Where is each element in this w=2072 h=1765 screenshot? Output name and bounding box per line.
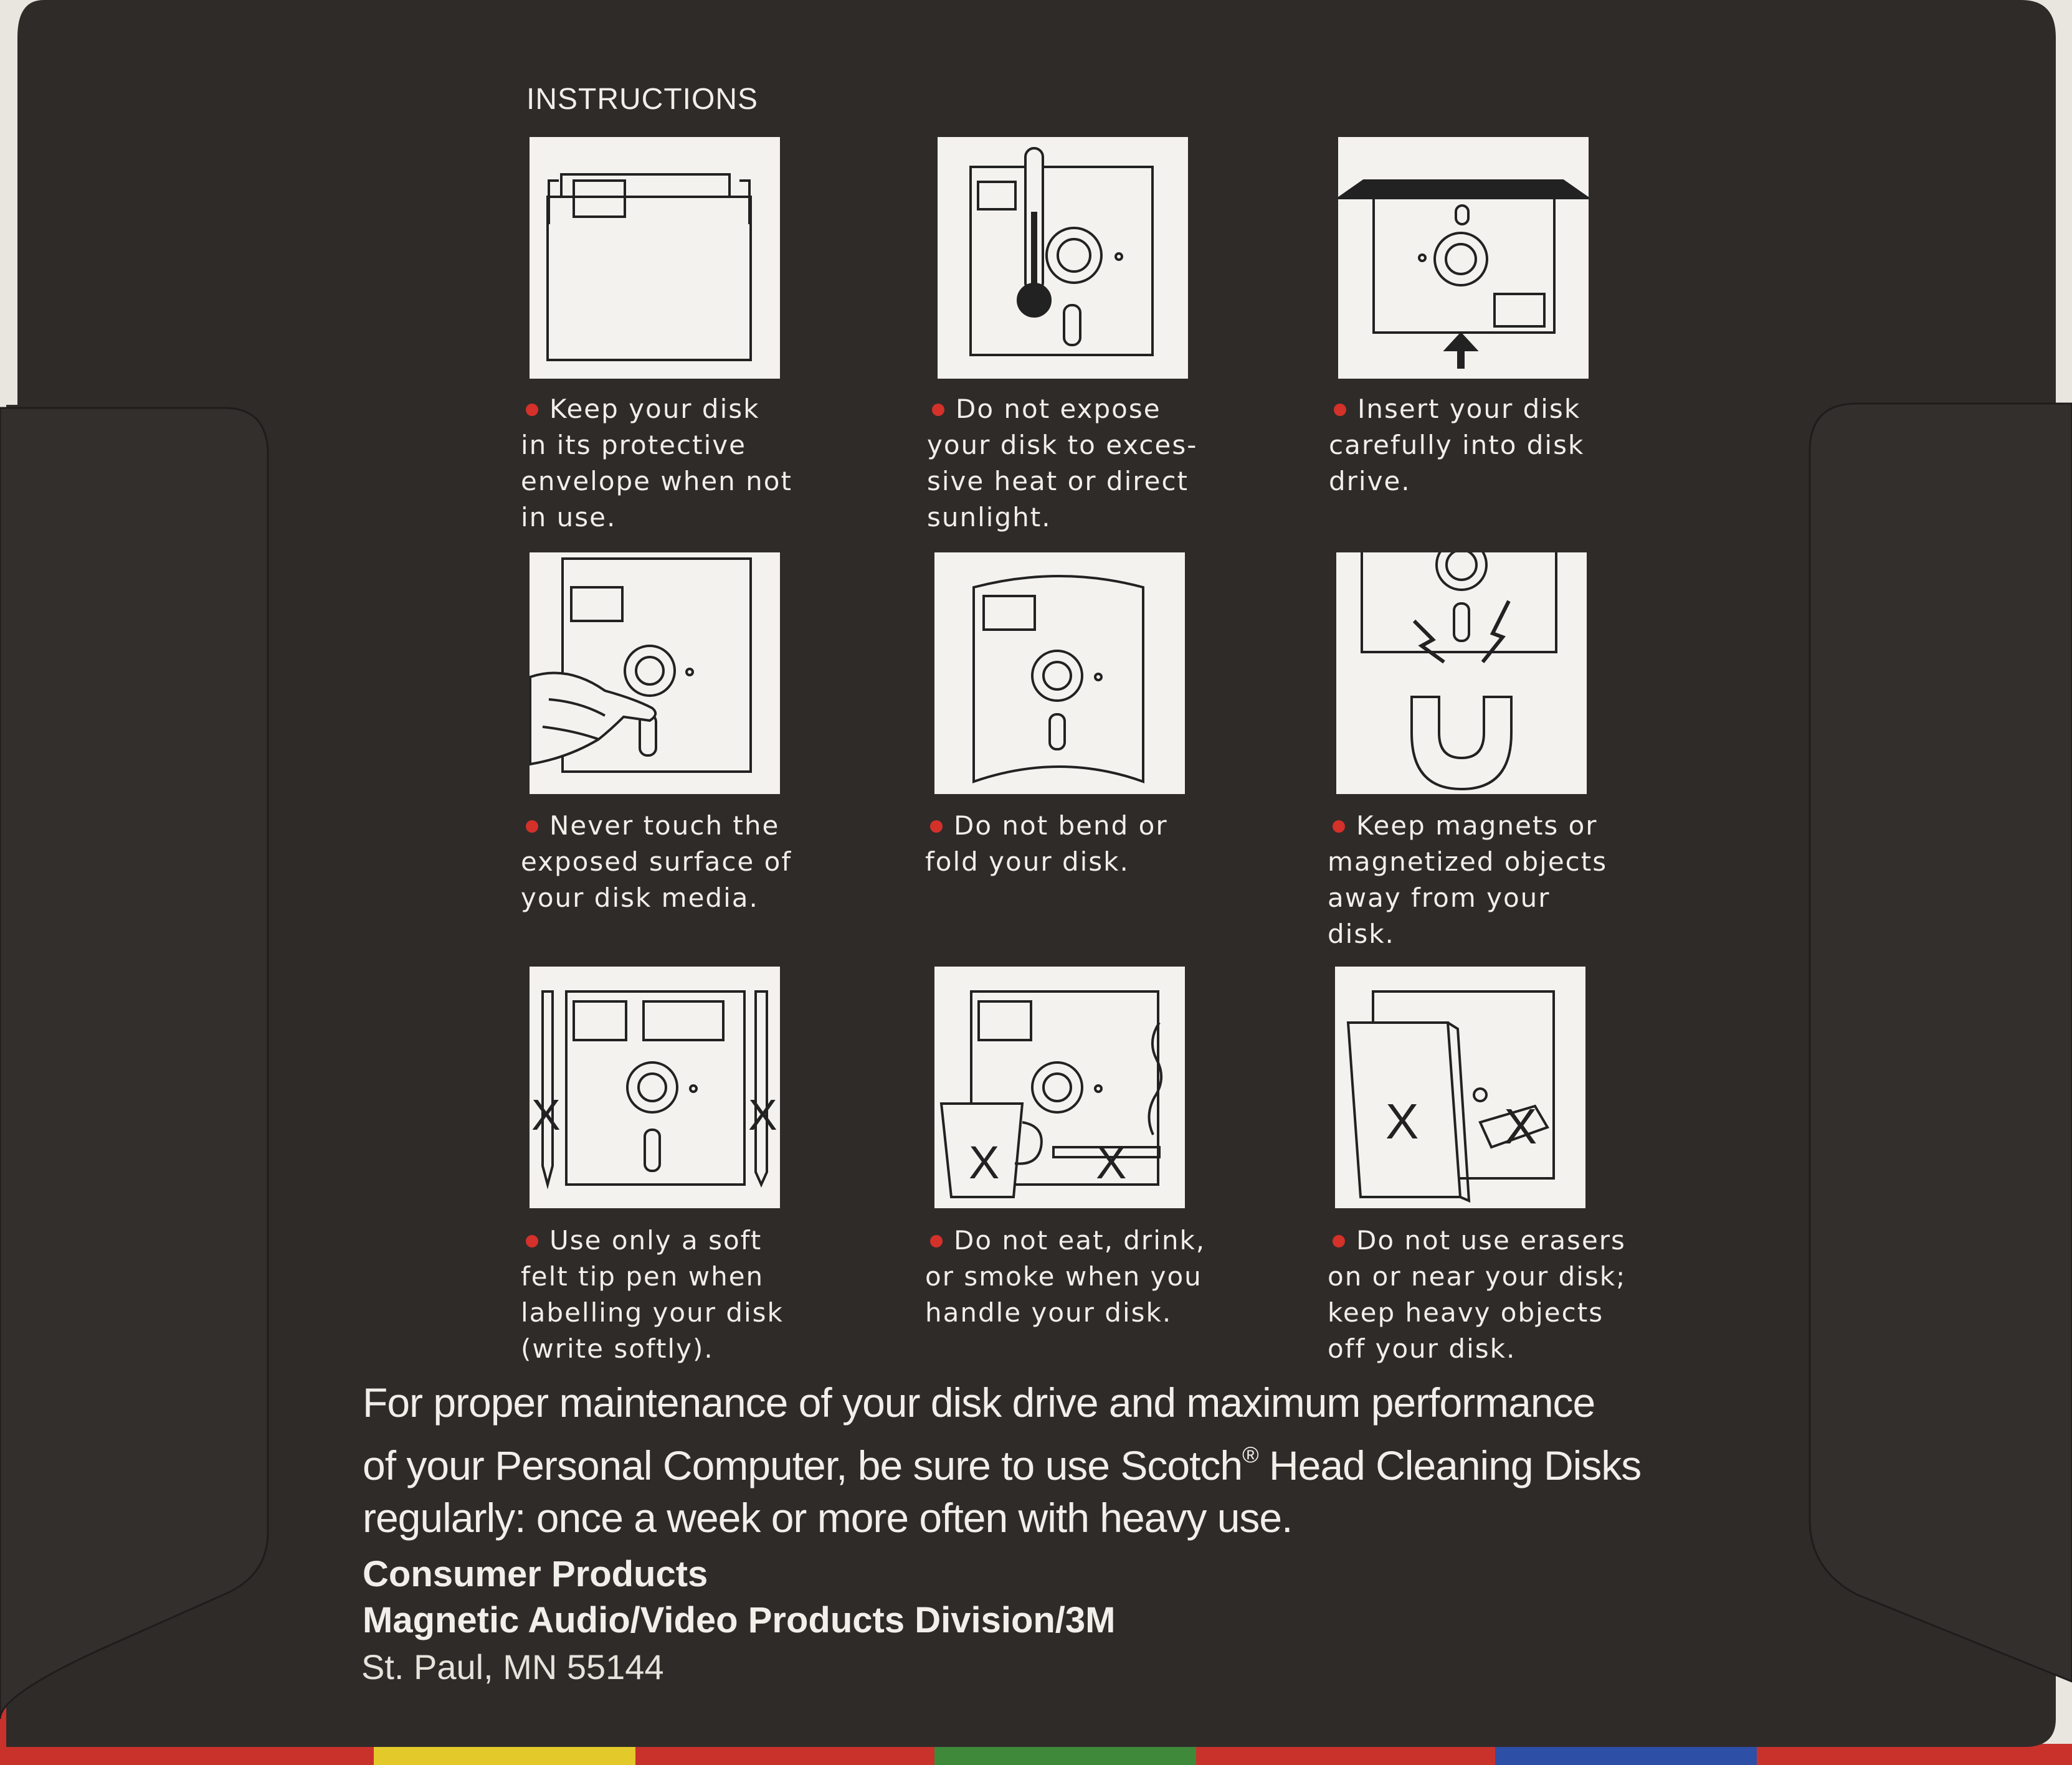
thermometer-disk-icon [938, 137, 1188, 379]
maintenance-line-3: regularly: once a week or more often with heavy use. [363, 1495, 1293, 1541]
svg-text:X: X [969, 1137, 1000, 1188]
instruction-caption-8: Do not eat, drink, or smoke when you handle your disk. [925, 1225, 1206, 1328]
cup-cigarette-disk-icon [934, 967, 1185, 1208]
pen-pencil-disk-icon [530, 967, 780, 1208]
registered-mark: ® [1242, 1442, 1258, 1467]
instruction-caption-4: Never touch the exposed surface of your disk media. [521, 810, 792, 913]
instruction-caption-1: Keep your disk in its protective envelope when not in use. [521, 394, 792, 532]
maintenance-line-1: For proper maintenance of your disk drive and maximum performance [363, 1379, 1595, 1426]
disk-in-envelope-icon [530, 137, 780, 379]
finger-touch-disk-icon [530, 552, 780, 794]
company-consumer-products: Consumer Products [363, 1554, 708, 1594]
svg-text:X: X [748, 1091, 777, 1139]
bent-disk-icon [934, 552, 1185, 794]
instruction-caption-6: Keep magnets or magnetized objects away from your disk. [1328, 810, 1608, 949]
insert-disk-drive-icon [1338, 137, 1589, 379]
svg-text:X: X [1096, 1137, 1127, 1188]
company-address: St. Paul, MN 55144 [361, 1647, 664, 1687]
red-bullet-icon [526, 820, 538, 833]
book-eraser-disk-icon [1335, 967, 1585, 1208]
red-bullet-icon [1333, 1235, 1345, 1247]
red-bullet-icon [1333, 820, 1345, 833]
maintenance-paragraph [363, 1376, 1795, 1544]
red-bullet-icon [1334, 404, 1346, 416]
svg-text:X: X [1504, 1099, 1537, 1154]
instruction-caption-7: Use only a soft felt tip pen when labelling your disk (write softly). [521, 1225, 784, 1364]
instruction-caption-2: Do not expose your disk to exces- sive heat or direct sunlight. [927, 394, 1198, 532]
instruction-caption-3: Insert your disk carefully into disk drive. [1329, 394, 1585, 496]
instruction-caption-5: Do not bend or fold your disk. [925, 810, 1168, 877]
red-bullet-icon [930, 820, 943, 833]
red-bullet-icon [526, 1235, 538, 1247]
red-bullet-icon [932, 404, 944, 416]
instructions-heading: INSTRUCTIONS [526, 83, 758, 116]
instruction-caption-9: Do not use erasers on or near your disk; keep heavy objects off your disk. [1328, 1225, 1627, 1364]
magnet-disk-icon [1336, 552, 1587, 794]
svg-text:X: X [531, 1091, 561, 1139]
red-bullet-icon [930, 1235, 943, 1247]
red-bullet-icon [526, 404, 538, 416]
svg-text:X: X [1385, 1094, 1419, 1149]
company-division: Magnetic Audio/Video Products Division/3M [363, 1600, 1116, 1640]
maintenance-line-2: of your Personal Computer, be sure to use Scotch® Head Cleaning Disks [363, 1442, 1642, 1488]
